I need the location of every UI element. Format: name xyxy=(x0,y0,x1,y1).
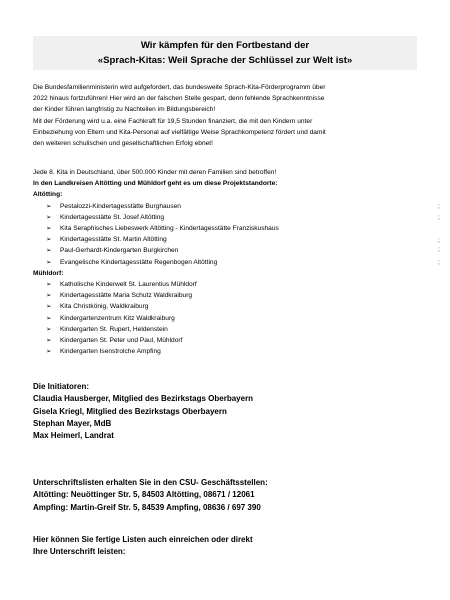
list-item: ➢ Katholische Kinderwelt St. Laurentius Mühldorf xyxy=(33,279,425,290)
contact-heading: Unterschriftslisten erhalten Sie in den CSU- Geschäftsstellen: xyxy=(33,478,268,487)
arrow-bullet-icon: ➢ xyxy=(46,202,52,210)
list-item: ➢ Kita Seraphisches Liebeswerk Altötting - Kindertagesstätte Franziskushaus xyxy=(33,223,425,234)
list-item: ➢ Kindergarten St. Rupert, Heldenstein xyxy=(33,324,425,335)
submit-line: Ihre Unterschrift leisten: xyxy=(33,547,126,557)
arrow-bullet-icon: ➢ xyxy=(46,314,52,322)
altoetting-list xyxy=(33,201,425,268)
initiator-name: Gisela Kriegl, Mitglied des Bezirkstags Oberbayern xyxy=(33,406,227,416)
affected-statement: Jede 8. Kita in Deutschland, über 500.000 Kinder mit deren Familien sind betroffen! xyxy=(33,169,277,176)
title-line-2: «Sprach-Kitas: Weil Sprache der Schlüssel zur Welt ist» xyxy=(97,55,353,66)
intro-line: der Kinder führen langfristig zu Nachteilen im Bildungsbereich! xyxy=(33,106,216,114)
initiators-section xyxy=(33,381,425,442)
contact-ampfing: Ampfing: Martin-Greif Str. 5, 84539 Ampfing, 08636 / 697 390 xyxy=(33,502,261,512)
list-item: ➢ Kindertagesstätte Maria Schutz Waldkraiburg xyxy=(33,290,425,301)
arrow-bullet-icon: ➢ xyxy=(46,337,52,345)
edge-mark: ; xyxy=(438,237,440,244)
initiator-name: Stephan Mayer, MdB xyxy=(33,418,112,428)
edge-mark: ; xyxy=(438,246,440,253)
arrow-bullet-icon: ➢ xyxy=(46,225,52,233)
arrow-bullet-icon: ➢ xyxy=(46,247,52,255)
intro-line: 2022 hinaus fortzuführen! Hier wird an der falschen Stelle gespart, denn fehlende Sprachkenntnisse xyxy=(33,95,325,103)
intro-line: Einbeziehung von Eltern und Kita-Personal auf vielfältige Weise Sprachkompetenz fördert und damit xyxy=(33,128,326,136)
edge-mark: ; xyxy=(438,259,440,266)
list-item: ➢ Paul-Gerhardt-Kindergarten Burgkirchen xyxy=(33,245,425,256)
list-item: ➢ Kindertagesstätte St. Martin Altötting xyxy=(33,234,425,245)
arrow-bullet-icon: ➢ xyxy=(46,281,52,289)
arrow-bullet-icon: ➢ xyxy=(46,348,52,356)
intro-line: den weiteren schulischen und gesellschaftlichen Erfolg ebnet! xyxy=(33,140,213,148)
contact-altoetting: Altötting: Neuöttinger Str. 5, 84503 Altötting, 08671 / 12061 xyxy=(33,490,255,500)
locations-section xyxy=(33,167,425,357)
list-item: ➢ Kita Christkönig, Waldkraiburg xyxy=(33,301,425,312)
list-item: ➢ Evangelische Kindertagesstätte Regenbogen Altötting xyxy=(33,257,425,268)
submit-section xyxy=(33,534,425,559)
contact-section xyxy=(33,477,425,514)
arrow-bullet-icon: ➢ xyxy=(46,292,52,300)
edge-mark: ; xyxy=(438,214,440,221)
list-item: ➢ Kindergartenzentrum Kitz Waldkraiburg xyxy=(33,313,425,324)
initiator-name: Claudia Hausberger, Mitglied des Bezirkstags Oberbayern xyxy=(33,394,254,404)
intro-line: Die Bundesfamilienministerin wird aufgefordert, das bundesweite Sprach-Kita-Förderprogramm über xyxy=(33,84,326,91)
muehldorf-list xyxy=(33,279,425,357)
title-banner xyxy=(33,36,417,70)
arrow-bullet-icon: ➢ xyxy=(46,236,52,244)
initiators-heading: Die Initiatoren: xyxy=(33,382,90,391)
altoetting-heading: Altötting: xyxy=(33,191,63,199)
arrow-bullet-icon: ➢ xyxy=(46,258,52,266)
intro-line: Mit der Förderung wird u.a. eine Fachkraft für 19,5 Stunden finanziert, die mit den Kindern unter xyxy=(33,117,313,125)
arrow-bullet-icon: ➢ xyxy=(46,325,52,333)
title-line-1: Wir kämpfen für den Fortbestand der xyxy=(140,40,310,51)
list-item: ➢ Kindergarten Isenstrolche Ampfing xyxy=(33,346,425,357)
list-item: ➢ Kindergarten St. Peter und Paul, Mühldorf xyxy=(33,335,425,346)
submit-line: Hier können Sie fertige Listen auch einreichen oder direkt xyxy=(33,535,253,544)
arrow-bullet-icon: ➢ xyxy=(46,303,52,311)
initiator-name: Max Heimerl, Landrat xyxy=(33,431,114,441)
locations-intro: In den Landkreisen Altötting und Mühldorf geht es um diese Projektstandorte: xyxy=(33,180,278,188)
list-item: ➢ Kindertagesstätte St. Josef Altötting xyxy=(33,212,425,223)
list-item: ➢ Pestalozzi-Kindertagesstätte Burghausen xyxy=(33,201,425,212)
intro-paragraph xyxy=(33,82,425,149)
muehldorf-heading: Mühldorf: xyxy=(33,269,64,277)
edge-mark: ; xyxy=(438,203,440,210)
arrow-bullet-icon: ➢ xyxy=(46,213,52,221)
